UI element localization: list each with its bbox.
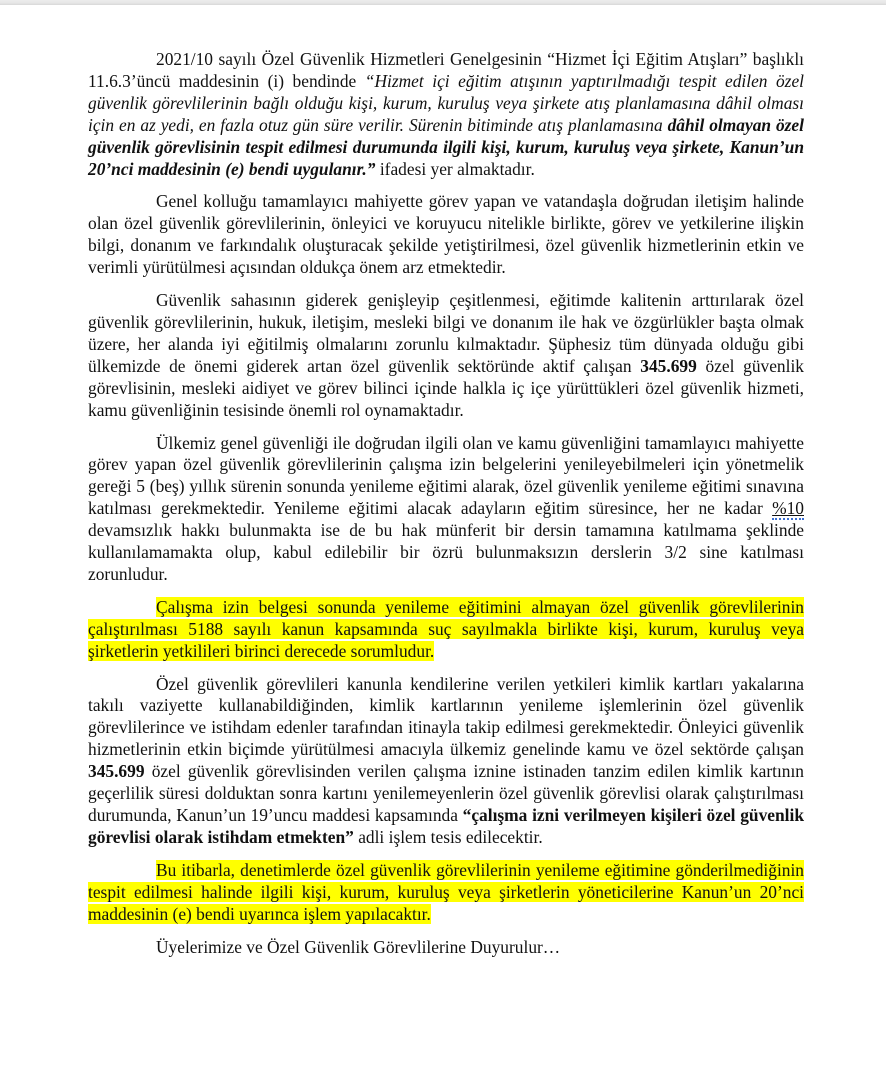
text-run: 2021/10 sayılı Özel Güvenlik Hizmetleri Genelgesinin “Hizmet İçi Eğitim Atışları” başlıklı 11.6.3’üncü maddesinin (i) bendinde	[88, 49, 804, 91]
para-vurgu-denetim	[88, 860, 804, 926]
text-run: Genel kolluğu tamamlayıcı mahiyette görev yapan ve vatandaşla doğrudan iletişim halinde olan özel güvenlik görevlilerinin, önleyici ve koruyucu nitelikle birlikte, görev ve yetkilerine ilişkin bilgi, donanım ve farkındalık oluşturacak şekilde yetiştirilmesi, özel güvenlik hizmetlerinin etkin ve verimli yürütülmesi açısından oldukça önem arz etmektedir.	[88, 191, 804, 278]
text-run: %10	[772, 498, 804, 519]
text-run: Bu itibarla, denetimlerde özel güvenlik görevlilerinin yenileme eğitimine gönderilmediğinin tespit edilmesi halinde ilgili kişi, kurum, kuruluş veya şirketlerin yöneticilerine Kanun’un 20’nci maddesinin (e) bendi uyarınca işlem yapılacaktır.	[88, 859, 804, 924]
text-run: Üyelerimize ve Özel Güvenlik Görevlilerine Duyurulur…	[156, 936, 561, 957]
text-run: Güvenlik sahasının giderek genişleyip çeşitlenmesi, eğitimde kalitenin arttırılarak özel güvenlik görevlilerinin, hukuk, iletişim, mesleki bilgi ve donanım ile hak ve özgürlükler başta olmak üzere, her alanda iyi eğitilmiş olmalarını zorunlu kılmaktadır. Şüphesiz tüm dünyada olduğu gibi ülkemizde de önemi giderek artan özel güvenlik sektöründe aktif çalışan	[88, 290, 804, 376]
para-genel-kolluk	[88, 191, 804, 279]
para-yenileme-egitimi	[88, 433, 804, 586]
document-text-block	[88, 49, 804, 969]
text-run: Ülkemiz genel güvenliği ile doğrudan ilgili olan ve kamu güvenliğini tamamlayıcı mahiyette görev yapan özel güvenlik görevlilerinin çalışma izin belgelerini yenileyebilmeleri için yönetmelik gereği 5 (beş) yıllık sürenin sonunda yenileme eğitimi alarak, özel güvenlik yenileme eğitimi sınavına katılması gerekmektedir. Yenileme eğitimi alacak adayların eğitim süresince, her ne kadar	[88, 432, 804, 519]
text-run: devamsızlık hakkı bulunmakta ise de bu hak münferit bir dersin tamamına katılmama şeklinde kullanılamamakta olup, kabul edilebilir bir özrü bulunmaksızın derslerin 3/2 sine katılması zorunludur.	[88, 520, 804, 584]
text-run: 345.699	[88, 761, 145, 782]
text-run: ifadesi yer almaktadır.	[375, 158, 535, 179]
para-vurgu-calisma-izin	[88, 597, 804, 663]
para-duyuru	[88, 937, 804, 959]
text-run: dâhil olmayan özel güvenlik görevlisinin tespit edilmesi durumunda ilgili kişi, kurum, kuruluş veya şirkete, Kanun’un 20’nci maddesinin (e) bendi uygulanır.”	[88, 114, 804, 179]
para-guvenlik-sahasi	[88, 290, 804, 421]
text-run: Özel güvenlik görevlileri kanunla kendilerine verilen yetkileri kimlik kartları yakalarına takılı vaziyette kullanabildiğinden, kimlik kartlarının yenileme işlemlerinin özel güvenlik görevlilerince ve istihdam edenler tarafından itinayla takip edilmesi gerekmektedir. Önleyici güvenlik hizmetlerinin etkin biçimde yürütülmesi amacıyla ülkemiz genelinde kamu ve özel sektörde çalışan	[88, 673, 804, 760]
text-run: “Hizmet içi eğitim atışının yaptırılmadığı tespit edilen özel güvenlik görevlilerinin bağlı olduğu kişi, kurum, kuruluş veya şirkete atış planlamasına dâhil olması için en az yedi, en fazla otuz gün süre verilir. Sürenin bitiminde atış planlamasına	[88, 70, 804, 135]
text-run: özel güvenlik görevlisinden verilen çalışma iznine istinaden tanzim edilen kimlik kartının geçerlilik süresi dolduktan sonra kartını yenilemeyenlerin özel güvenlik görevlisi olarak çalıştırılması durumunda, Kanun’un 19’uncu maddesi kapsamında	[88, 761, 804, 825]
text-run: Çalışma izin belgesi sonunda yenileme eğitimini almayan özel güvenlik görevlilerinin çalıştırılması 5188 sayılı kanun kapsamında suç sayılmakla birlikte kişi, kurum, kuruluş veya şirketlerin yetkilileri birinci derecede sorumludur.	[88, 596, 804, 661]
para-genelge-alinti	[88, 49, 804, 180]
text-run: “çalışma izni verilmeyen kişileri özel güvenlik görevlisi olarak istihdam etmekten”	[88, 805, 804, 847]
text-run: adli işlem tesis edilecektir.	[353, 826, 543, 847]
text-run: özel güvenlik görevlisinin, mesleki aidiyet ve görev bilinci içinde halkla iç içe yürüttükleri özel güvenlik hizmeti, kamu güvenliğinin tesisinde önemli rol oynamaktadır.	[88, 355, 804, 420]
para-kimlik-karti	[88, 674, 804, 849]
document-page	[0, 5, 886, 1080]
text-run: 345.699	[640, 355, 697, 376]
